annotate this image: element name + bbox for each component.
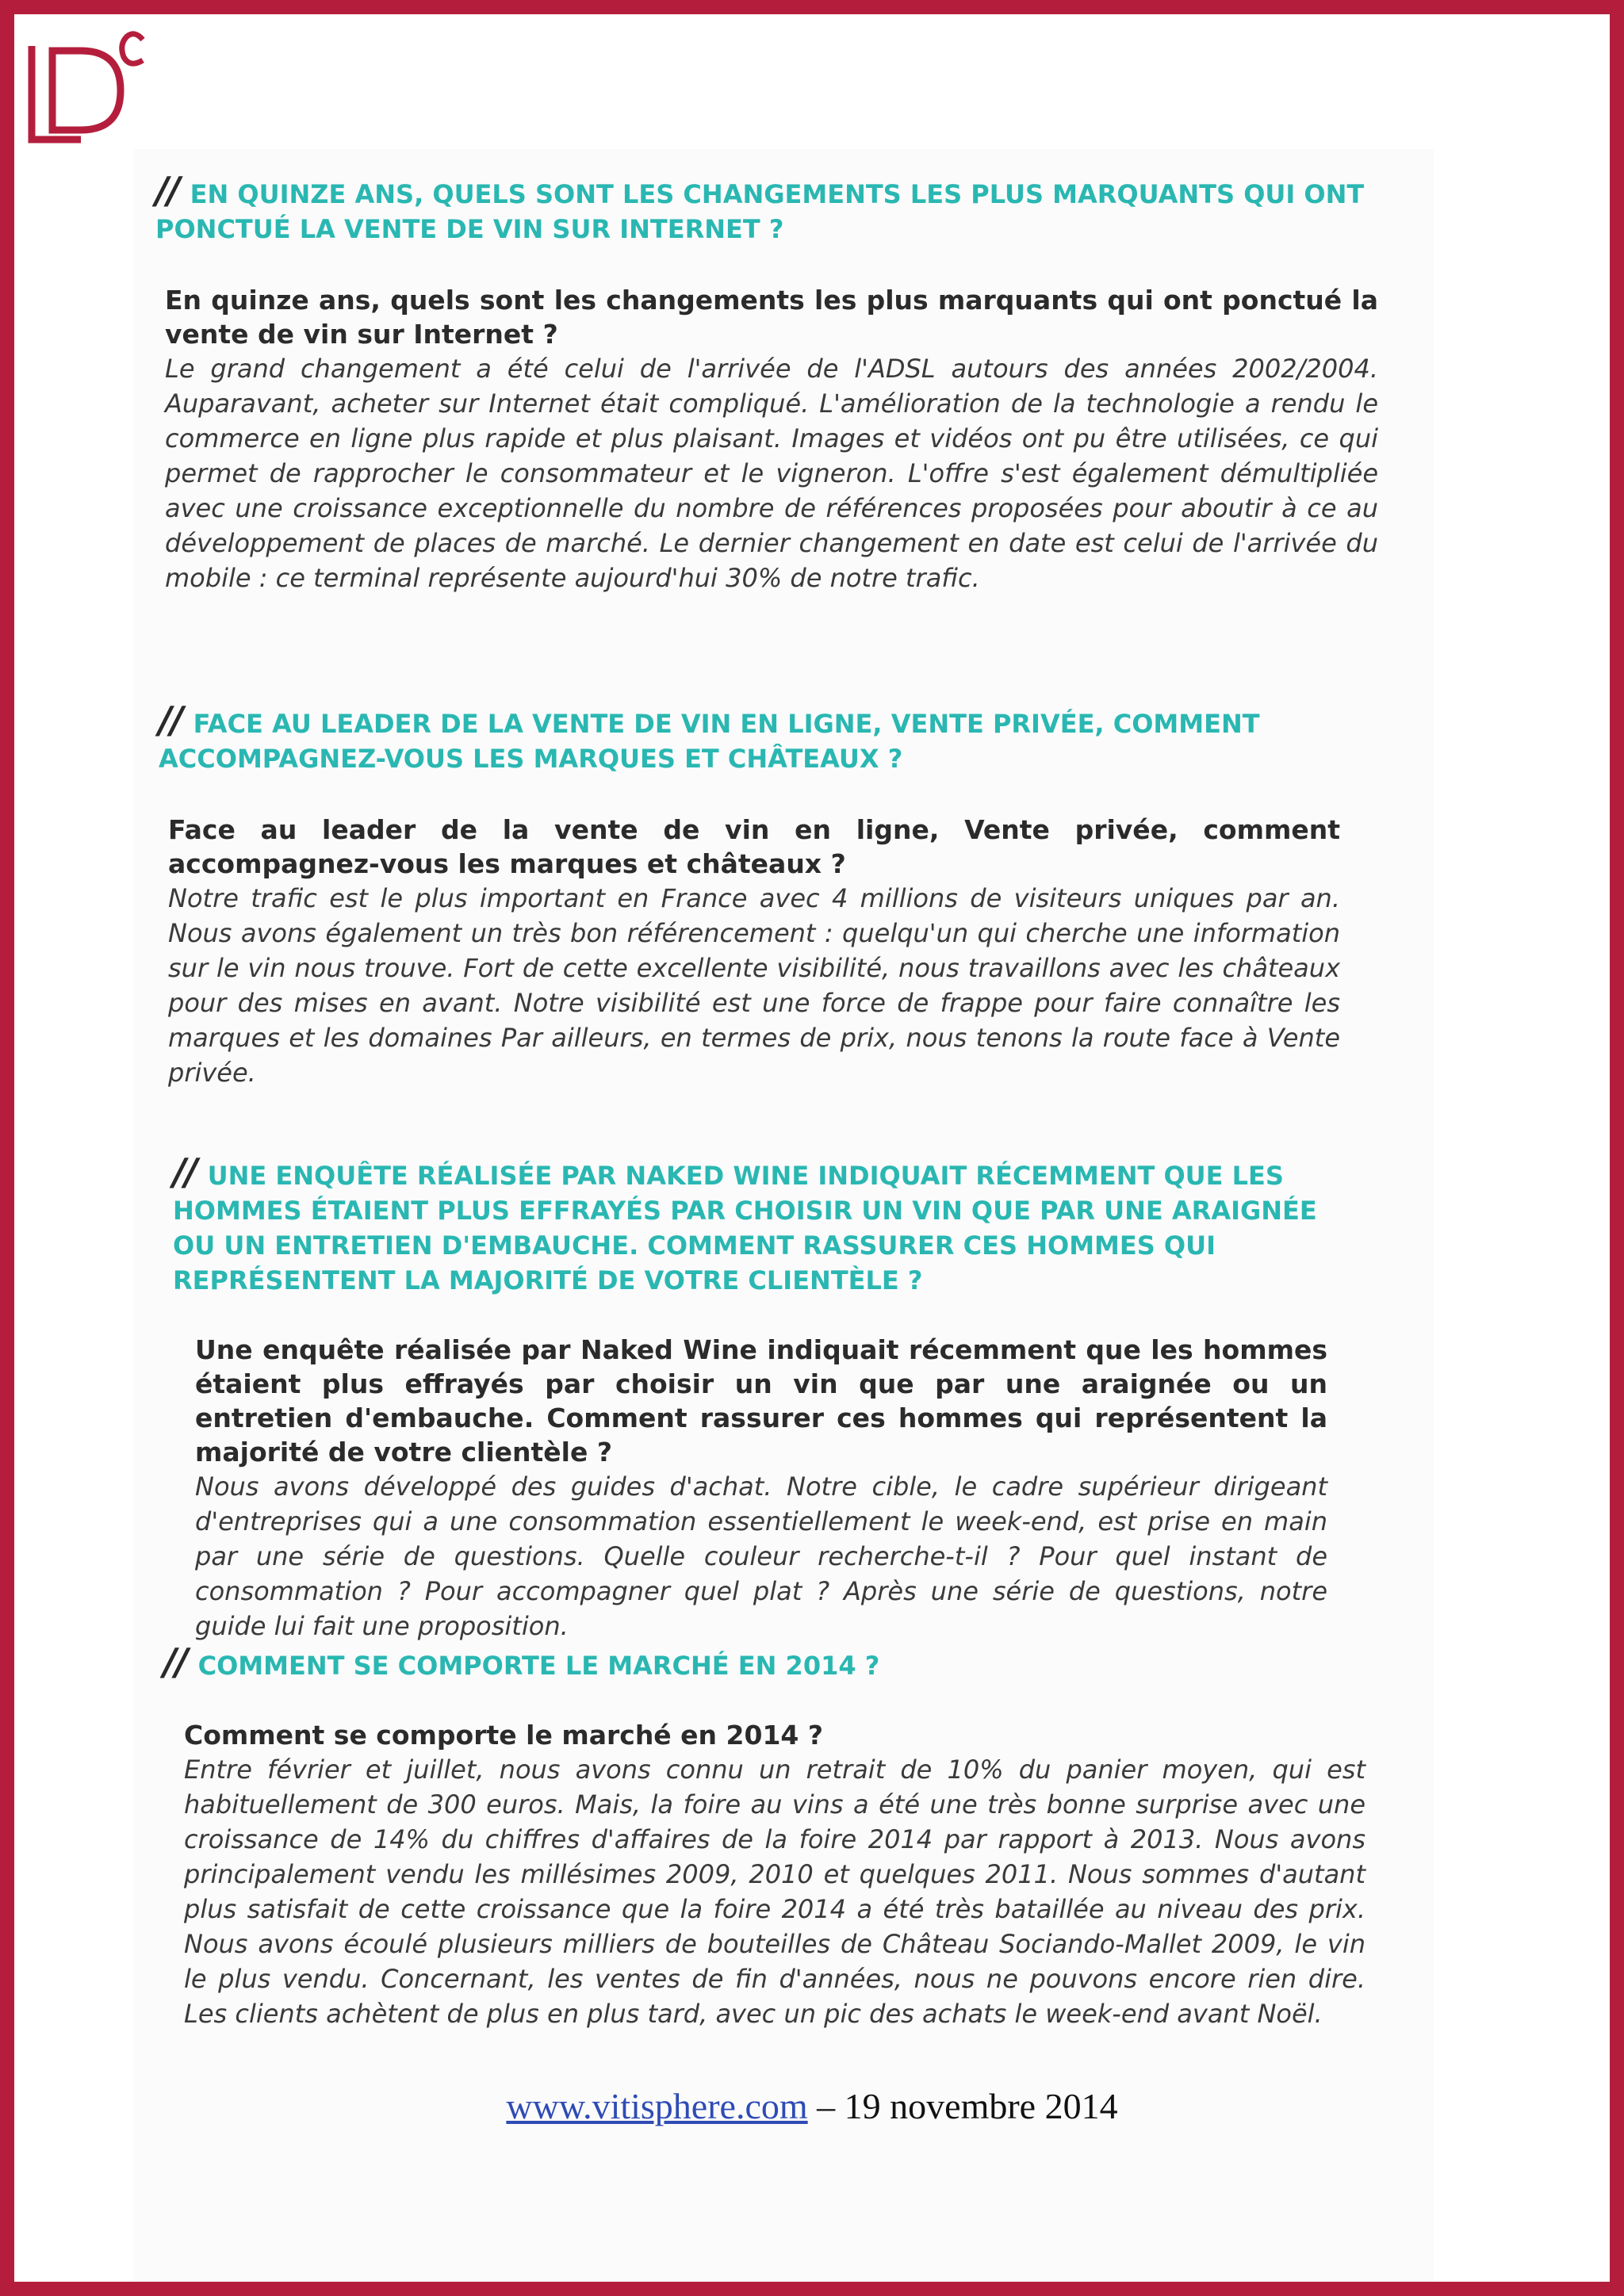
section-2 xyxy=(159,698,1364,1090)
ldc-logo xyxy=(25,22,152,149)
section-slashes: // xyxy=(159,698,182,741)
question: En quinze ans, quels sont les changements les plus marquants qui ont ponctué la vente de vin sur Internet ? xyxy=(165,285,1378,350)
section-slashes: // xyxy=(173,1150,197,1193)
answer: Entre février et juillet, nous avons connu un retrait de 10% du panier moyen, qui est habituellement de 300 euros. Mais, la foire au vins a été une très bonne surprise avec une croissance de 14% du chiffres d'affaires de la foire 2014 par rapport à 2013. Nous avons principalement vendu les millésimes 2009, 2010 et quelques 2011. Nous sommes d'autant plus satisfait de cette croissance que la foire 2014 a été très bataillée au niveau des prix. Nous avons écoulé plusieurs milliers de bouteilles de Château Sociando-Mallet 2009, le vin le plus vendu. Concernant, les ventes de fin d'années, nous ne pouvons encore rien dire. Les clients achètent de plus en plus tard, avec un pic des achats le week-end avant Noël. xyxy=(184,1755,1365,2029)
question: Face au leader de la vente de vin en ligne, Vente privée, comment accompagnez-vous les marques et châteaux ? xyxy=(168,814,1340,879)
section-3 xyxy=(173,1150,1362,1644)
ldc-logo-icon xyxy=(25,22,152,149)
footer-source xyxy=(14,2085,1610,2127)
section-title xyxy=(155,169,1424,247)
section-title xyxy=(159,698,1364,776)
question: Une enquête réalisée par Naked Wine indiquait récemment que les hommes étaient plus effrayés par choisir un vin que par une araignée ou un entretien d'embauche. Comment rassurer ces hommes qui représentent la majorité de votre clientèle ? xyxy=(195,1334,1327,1468)
section-title xyxy=(163,1640,1400,1683)
section-4 xyxy=(163,1640,1400,2031)
answer: Notre trafic est le plus important en France avec 4 millions de visiteurs uniques par an. Nous avons également un très bon référencement : quelqu'un qui cherche une information sur le vin nous trouve. Fort de cette excellente visibilité, nous travaillons avec les châteaux pour des mises en avant. Notre visibilité est une force de frappe pour faire connaître les marques et les domaines Par ailleurs, en termes de prix, nous tenons la route face à Vente privée. xyxy=(168,883,1340,1088)
publication-date: – 19 novembre 2014 xyxy=(807,2086,1118,2126)
section-title-text: EN QUINZE ANS, QUELS SONT LES CHANGEMENTS LES PLUS MARQUANTS QUI ONT PONCTUÉ LA VENTE DE VIN SUR INTERNET ? xyxy=(155,179,1365,244)
source-link[interactable]: www.vitisphere.com xyxy=(506,2086,808,2126)
section-title-text: COMMENT SE COMPORTE LE MARCHÉ EN 2014 ? xyxy=(197,1651,880,1681)
section-slashes: // xyxy=(163,1640,187,1683)
section-title-text: UNE ENQUÊTE RÉALISÉE PAR NAKED WINE INDIQUAIT RÉCEMMENT QUE LES HOMMES ÉTAIENT PLUS EFFRAYÉS PAR CHOISIR UN VIN QUE PAR UNE ARAIGNÉE OU UN ENTRETIEN D'EMBAUCHE. COMMENT RASSURER CES HOMMES QUI REPRÉSENTENT LA MAJORITÉ DE VOTRE CLIENTÈLE ? xyxy=(173,1161,1317,1295)
section-slashes: // xyxy=(155,169,179,212)
answer: Nous avons développé des guides d'achat. Notre cible, le cadre supérieur dirigeant d'entreprises qui a une consommation essentiellement le week-end, est prise en main par une série de questions. Quelle couleur recherche-t-il ? Pour quel instant de consommation ? Pour accompagner quel plat ? Après une série de questions, notre guide lui fait une proposition. xyxy=(195,1471,1327,1641)
section-1 xyxy=(155,169,1424,595)
section-title-text: FACE AU LEADER DE LA VENTE DE VIN EN LIGNE, VENTE PRIVÉE, COMMENT ACCOMPAGNEZ-VOUS LES MARQUES ET CHÂTEAUX ? xyxy=(159,709,1260,774)
question: Comment se comporte le marché en 2014 ? xyxy=(184,1720,824,1751)
answer: Le grand changement a été celui de l'arrivée de l'ADSL autours des années 2002/2004. Auparavant, acheter sur Internet était compliqué. L'amélioration de la technologie a rendu le commerce en ligne plus rapide et plus plaisant. Images et vidéos ont pu être utilisées, ce qui permet de rapprocher le consommateur et le vigneron. L'offre s'est également démultipliée avec une croissance exceptionnelle du nombre de références proposées pour aboutir à ce au développement de places de marché. Le dernier changement en date est celui de l'arrivée du mobile : ce terminal représente aujourd'hui 30% de notre trafic. xyxy=(165,354,1378,593)
section-title xyxy=(173,1150,1362,1298)
